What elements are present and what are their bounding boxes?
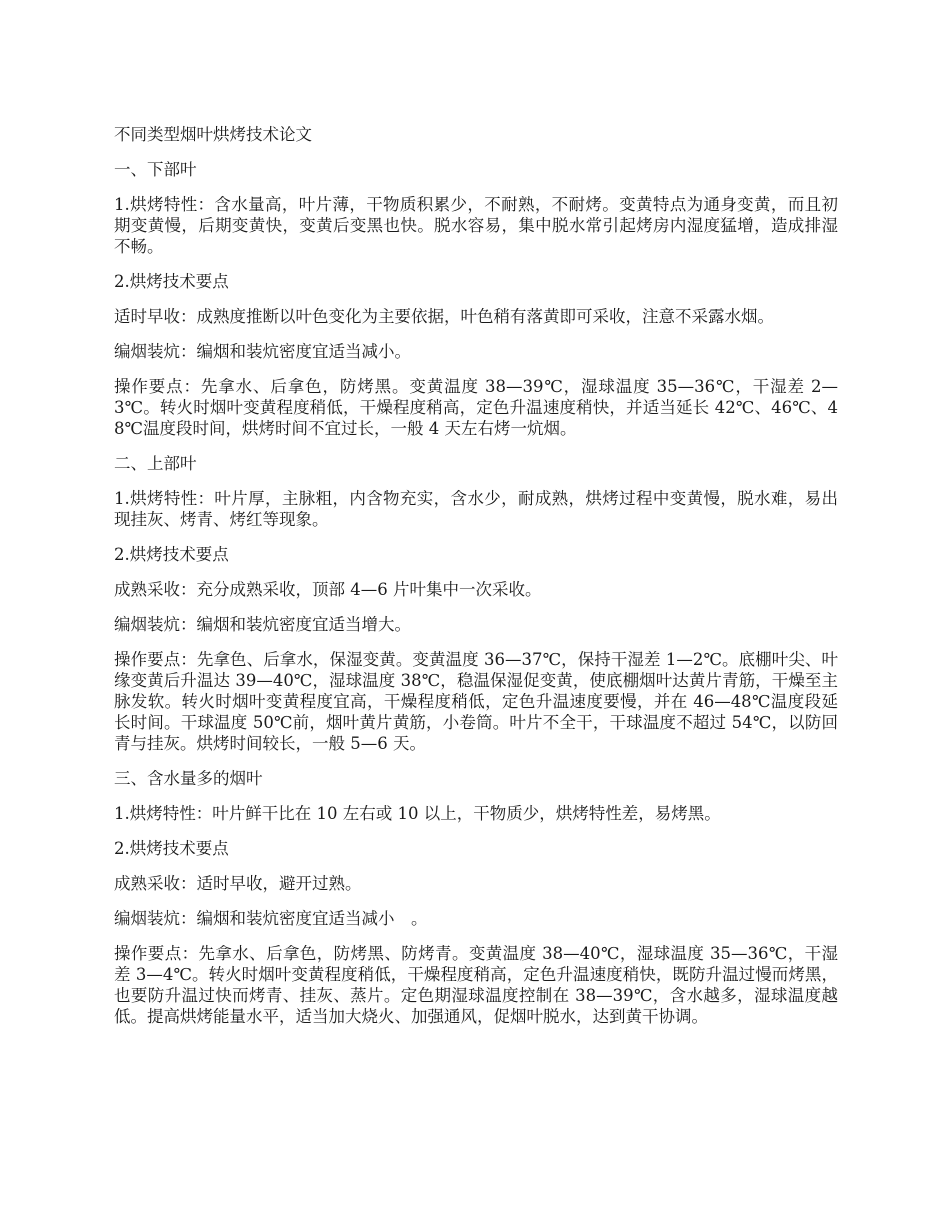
subheading: 2.烘烤技术要点 (114, 839, 229, 858)
document-title: 不同类型烟叶烘烤技术论文 (114, 125, 312, 144)
paragraph: 适时早收：成熟度推断以叶色变化为主要依据，叶色稍有落黄即可采收，注意不采露水烟。 (114, 307, 774, 326)
subheading: 2.烘烤技术要点 (114, 272, 229, 291)
paragraph: 编烟装炕：编烟和装炕密度宜适当减小。 (114, 342, 411, 361)
subheading: 2.烘烤技术要点 (114, 545, 229, 564)
paragraph: 1.烘烤特性：叶片厚，主脉粗，内含物充实，含水少，耐成熟，烘烤过程中变黄慢，脱水难，易出现挂灰、烤青、烤红等现象。 (114, 489, 838, 529)
section-heading-lower-leaves: 一、下部叶 (114, 160, 197, 179)
section-heading-upper-leaves: 二、上部叶 (114, 454, 197, 473)
paragraph: 1.烘烤特性：叶片鲜干比在 10 左右或 10 以上，干物质少，烘烤特性差，易烤黑。 (114, 804, 721, 823)
paragraph: 成熟采收：适时早收，避开过熟。 (114, 874, 362, 893)
section-heading-high-moisture: 三、含水量多的烟叶 (114, 769, 263, 788)
paragraph: 编烟装炕：编烟和装炕密度宜适当减小 。 (114, 909, 428, 928)
document-body (114, 124, 838, 1041)
paragraph: 编烟装炕：编烟和装炕密度宜适当增大。 (114, 615, 411, 634)
paragraph: 操作要点：先拿水、后拿色，防烤黑、防烤青。变黄温度 38—40℃，湿球温度 35—36℃，干湿差 3—4℃。转火时烟叶变黄程度稍低，干燥程度稍高，定色升温速度稍快，既防升温过慢而烤黑，也要防升温过快而烤青、挂灰、蒸片。定色期湿球温度控制在 38—39℃，含水越多，湿球温度越低。提高烘烤能量水平，适当加大烧火、加强通风，促烟叶脱水，达到黄干协调。 (114, 944, 838, 1026)
paragraph: 操作要点：先拿水、后拿色，防烤黑。变黄温度 38—39℃，湿球温度 35—36℃，干湿差 2—3℃。转火时烟叶变黄程度稍低，干燥程度稍高，定色升温速度稍快，并适当延长 42℃、46℃、48℃温度段时间，烘烤时间不宜过长，一般 4 天左右烤一炕烟。 (114, 377, 838, 438)
paragraph: 操作要点：先拿色、后拿水，保湿变黄。变黄温度 36—37℃，保持干湿差 1—2℃。底棚叶尖、叶缘变黄后升温达 39—40℃，湿球温度 38℃，稳温保湿促变黄，使底棚烟叶达黄片青筋，干燥至主脉发软。转火时烟叶变黄程度宜高，干燥程度稍低，定色升温速度要慢，并在 46—48℃温度段延长时间。干球温度 50℃前，烟叶黄片黄筋，小卷筒。叶片不全干，干球温度不超过 54℃，以防回青与挂灰。烘烤时间较长，一般 5—6 天。 (114, 650, 838, 753)
paragraph: 1.烘烤特性：含水量高，叶片薄，干物质积累少，不耐熟，不耐烤。变黄特点为通身变黄，而且初期变黄慢，后期变黄快，变黄后变黑也快。脱水容易，集中脱水常引起烤房内湿度猛增，造成排湿不畅。 (114, 195, 838, 256)
paragraph: 成熟采收：充分成熟采收，顶部 4—6 片叶集中一次采收。 (114, 580, 542, 599)
